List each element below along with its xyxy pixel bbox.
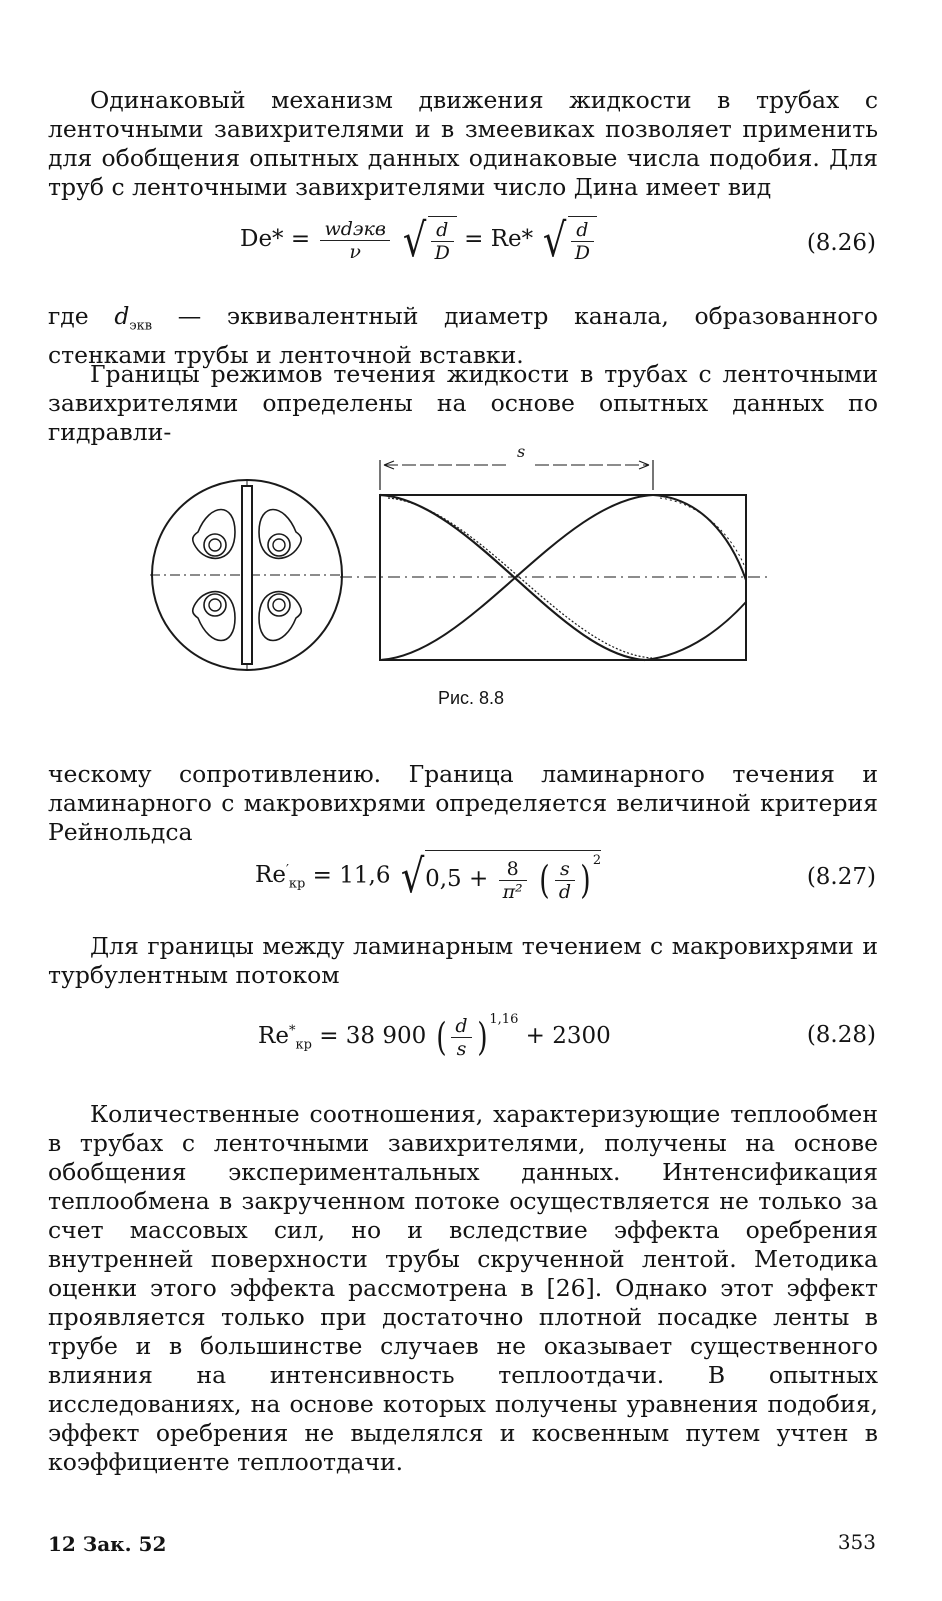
dimension-label-s: s: [517, 442, 526, 461]
right-paren: ): [580, 858, 591, 902]
equation-8-28: [258, 1012, 611, 1060]
eq2-lhs-sub: кр: [288, 876, 306, 892]
eq1-fraction: [320, 218, 389, 263]
printing-signature: 12 Зак. 52: [48, 1532, 167, 1556]
p2-after: — эквивалентный диаметр канала, образованного стенками трубы и ленточной вставки.: [48, 302, 878, 369]
figure-8-8: [140, 440, 780, 680]
sqrt-symbol: √: [403, 213, 427, 267]
eq2-const: 0,5 +: [425, 866, 489, 892]
eq1-radicand-2: [568, 216, 597, 264]
eq2-lhs-sup: ′: [285, 862, 289, 878]
eq1-lhs: De* =: [240, 226, 311, 252]
eq1-mid: = Re*: [464, 226, 534, 252]
paragraph-reynolds-boundary: ческому сопротивлению. Граница ламинарного течения и ламинарного с макровихрями определяется величиной критерия Рейнольдса: [48, 760, 878, 846]
eq3-fraction: [451, 1015, 471, 1060]
equation-number-8-27: (8.27): [806, 864, 876, 890]
eq3-power: 1,16: [489, 1012, 519, 1027]
eq3-lhs-sup: *: [288, 1023, 296, 1039]
eq1-frac-num: wdэкв: [320, 218, 389, 241]
paragraph-turbulent-boundary: Для границы между ламинарным течением с макровихрями и турбулентным потоком: [48, 932, 878, 989]
eq2-radicand: [425, 850, 601, 903]
eq2-inner-fraction: [555, 858, 575, 903]
eq1-rad1-num: d: [431, 219, 454, 242]
paragraph-flow-regimes: Границы режимов течения жидкости в трубах с ленточными завихрителями определены на основе опытных данных по гидравли-: [48, 360, 878, 446]
paragraph-heat-transfer: Количественные соотношения, характеризующие теплообмен в трубах с ленточными завихрителями, получены на основе обобщения экспериментальных данных. Интенсификация теплообмена в закрученном потоке осуществляется не только за счет массовых сил, но и вследствие эффекта оребрения внутренней поверхности трубы скрученной лентой. Методика оценки этого эффекта рассмотрена в [26]. Однако этот эффект проявляется только при достаточно плотной посадке ленты в трубе и в большинстве случаев не оказывает существенного влияния на интенсивность теплоотдачи. В опытных исследованиях, на основе которых получены уравнения подобия, эффект оребрения не выделялся и косвенным путем учтен в коэффициенте теплоотдачи.: [48, 1100, 878, 1476]
tube-longitudinal-view: [340, 460, 770, 660]
paragraph-intro: Одинаковый механизм движения жидкости в трубах с ленточными завихрителями и в змеевиках позволяет применить для обобщения опытных данных одинаковые числа подобия. Для труб с ленточными завихрителями число Дина имеет вид: [48, 86, 878, 201]
eq2-power: 2: [592, 853, 602, 868]
eq3-lhs: [258, 1023, 312, 1053]
eq2-eq: = 11,6: [312, 862, 391, 889]
left-paren: (: [435, 1015, 447, 1059]
eq2-inner-num: s: [555, 858, 575, 881]
p2-before: где: [48, 302, 115, 330]
sqrt-symbol: √: [543, 213, 567, 267]
eq3-tail: + 2300: [525, 1023, 611, 1049]
eq1-rad2-fraction: [571, 219, 594, 264]
equation-number-8-26: (8.26): [806, 230, 876, 256]
equation-number-8-28: (8.28): [806, 1022, 876, 1048]
eq1-rad2-num: d: [571, 219, 594, 242]
eq2-frac-den: π²: [502, 880, 523, 903]
p2-subscript: экв: [129, 318, 153, 334]
p2-symbol: d: [114, 302, 130, 330]
eq2-fraction: [499, 858, 527, 903]
eq1-frac-den: ν: [349, 240, 361, 263]
eq1-radicand-1: [428, 216, 457, 264]
equation-8-26: [240, 213, 597, 267]
tube-cross-section: [150, 480, 344, 670]
eq2-lhs-base: Re: [255, 862, 286, 889]
right-paren: ): [476, 1015, 488, 1059]
eq2-lhs: [255, 862, 306, 892]
eq3-lhs-sub: кр: [295, 1037, 312, 1053]
eq1-rad2-den: D: [574, 242, 590, 264]
page-number: 353: [837, 1530, 876, 1554]
eq1-rad1-den: D: [434, 242, 450, 264]
eq3-lhs-base: Re: [258, 1023, 289, 1049]
eq2-inner-den: d: [558, 880, 571, 903]
eq1-rad1-fraction: [431, 219, 454, 264]
figure-caption: Рис. 8.8: [437, 688, 505, 708]
eq2-frac-num: 8: [499, 858, 527, 881]
eq3-frac-den: s: [456, 1037, 467, 1060]
equation-8-27: [255, 850, 601, 903]
eq3-eq: = 38 900: [319, 1023, 427, 1049]
sqrt-symbol: √: [400, 849, 425, 904]
eq3-frac-num: d: [451, 1015, 471, 1038]
left-paren: (: [539, 858, 550, 902]
